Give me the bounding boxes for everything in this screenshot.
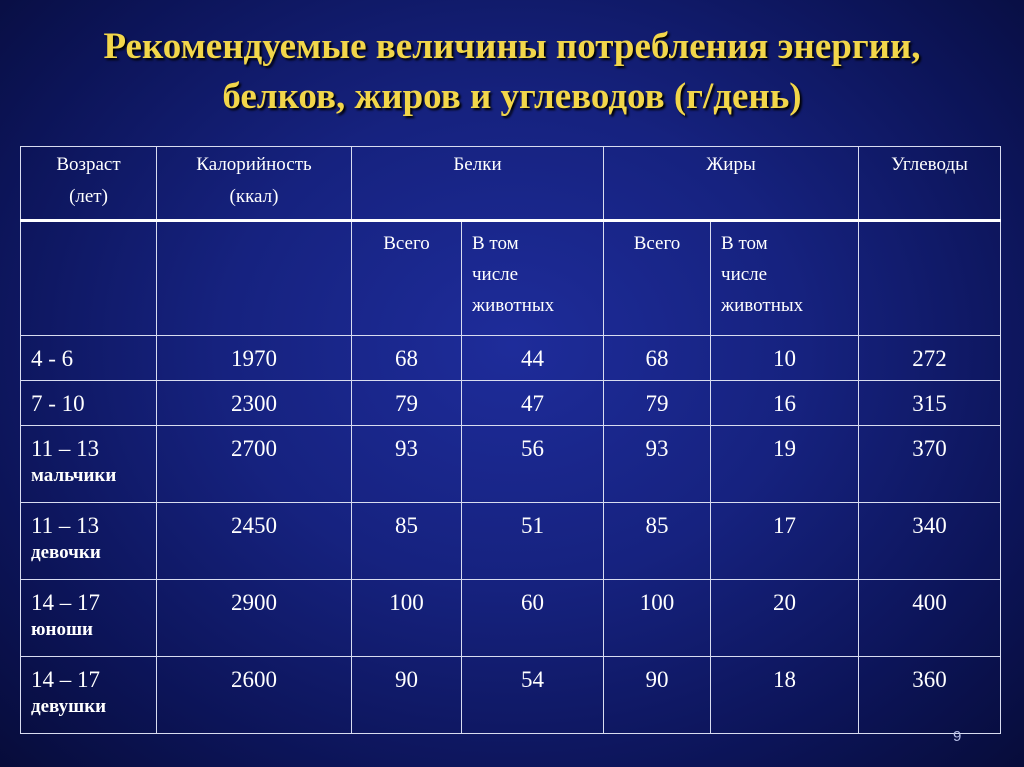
subheader-empty-calories [157,221,352,336]
table-row [21,426,1001,503]
cell-proteins-animal: 56 [462,426,604,503]
age-range: 11 – 13 [31,436,100,461]
subheader-fats-total: Всего [604,221,711,336]
page-number: 9 [953,728,962,745]
cell-calories: 1970 [157,336,352,381]
header-age-line-2: (лет) [69,186,108,207]
age-group: юноши [31,619,93,640]
cell-proteins-animal: 60 [462,580,604,657]
cell-fats-total: 93 [604,426,711,503]
header-calories-line-2: (ккал) [229,186,279,207]
cell-proteins-animal: 47 [462,381,604,426]
cell-fats-total: 79 [604,381,711,426]
cell-proteins-total: 100 [352,580,462,657]
age-range: 4 - 6 [31,346,74,371]
header-age [21,147,157,221]
cell-proteins-total: 93 [352,426,462,503]
header-proteins: Белки [352,147,604,221]
cell-fats-animal: 18 [711,657,859,734]
age-range: 14 – 17 [31,590,100,615]
cell-fats-animal: 19 [711,426,859,503]
cell-proteins-total: 90 [352,657,462,734]
cell-fats-animal: 10 [711,336,859,381]
cell-age [21,657,157,734]
cell-carbs: 360 [859,657,1001,734]
age-range: 7 - 10 [31,391,85,416]
subheader-empty-carbs [859,221,1001,336]
slide-title-line-2: белков, жиров и углеводов (г/день) [222,76,802,117]
cell-fats-animal: 20 [711,580,859,657]
cell-proteins-animal: 54 [462,657,604,734]
cell-calories: 2900 [157,580,352,657]
cell-fats-total: 85 [604,503,711,580]
subheader-proteins-animal [462,221,604,336]
cell-calories: 2700 [157,426,352,503]
subheader-empty-age [21,221,157,336]
subheader-fats-animal [711,221,859,336]
age-group: девушки [31,696,107,717]
cell-carbs: 315 [859,381,1001,426]
header-fats: Жиры [604,147,859,221]
cell-calories: 2600 [157,657,352,734]
nutrition-table [20,146,1001,734]
cell-carbs: 370 [859,426,1001,503]
subheader-proteins-animal-line-1: В том [472,233,519,254]
subheader-fats-animal-line-2: числе [721,264,768,285]
cell-calories: 2300 [157,381,352,426]
cell-age [21,381,157,426]
header-calories [157,147,352,221]
cell-calories: 2450 [157,503,352,580]
slide-title-line-1: Рекомендуемые величины потребления энергии, [103,26,921,67]
cell-fats-animal: 16 [711,381,859,426]
header-calories-line-1: Калорийность [196,154,312,175]
age-range: 11 – 13 [31,513,100,538]
subheader-fats-animal-line-1: В том [721,233,768,254]
subheader-fats-animal-line-3: животных [721,295,804,316]
cell-proteins-total: 68 [352,336,462,381]
cell-age [21,580,157,657]
cell-carbs: 272 [859,336,1001,381]
cell-age [21,503,157,580]
subheader-proteins-animal-line-2: числе [472,264,519,285]
age-range: 14 – 17 [31,667,100,692]
age-group: мальчики [31,465,117,486]
cell-fats-total: 90 [604,657,711,734]
cell-fats-animal: 17 [711,503,859,580]
subheader-proteins-total: Всего [352,221,462,336]
cell-proteins-animal: 51 [462,503,604,580]
table-subheader-row [21,221,1001,336]
subheader-proteins-animal-line-3: животных [472,295,555,316]
table-row [21,657,1001,734]
header-age-line-1: Возраст [56,154,121,175]
header-carbs: Углеводы [859,147,1001,221]
table-row [21,503,1001,580]
cell-proteins-total: 85 [352,503,462,580]
cell-carbs: 340 [859,503,1001,580]
age-group: девочки [31,542,101,563]
table-row [21,336,1001,381]
cell-age [21,426,157,503]
slide-title [0,22,1024,122]
cell-fats-total: 100 [604,580,711,657]
cell-proteins-animal: 44 [462,336,604,381]
cell-proteins-total: 79 [352,381,462,426]
table-row [21,381,1001,426]
cell-age [21,336,157,381]
table-header-row [21,147,1001,221]
table-row [21,580,1001,657]
cell-fats-total: 68 [604,336,711,381]
cell-carbs: 400 [859,580,1001,657]
